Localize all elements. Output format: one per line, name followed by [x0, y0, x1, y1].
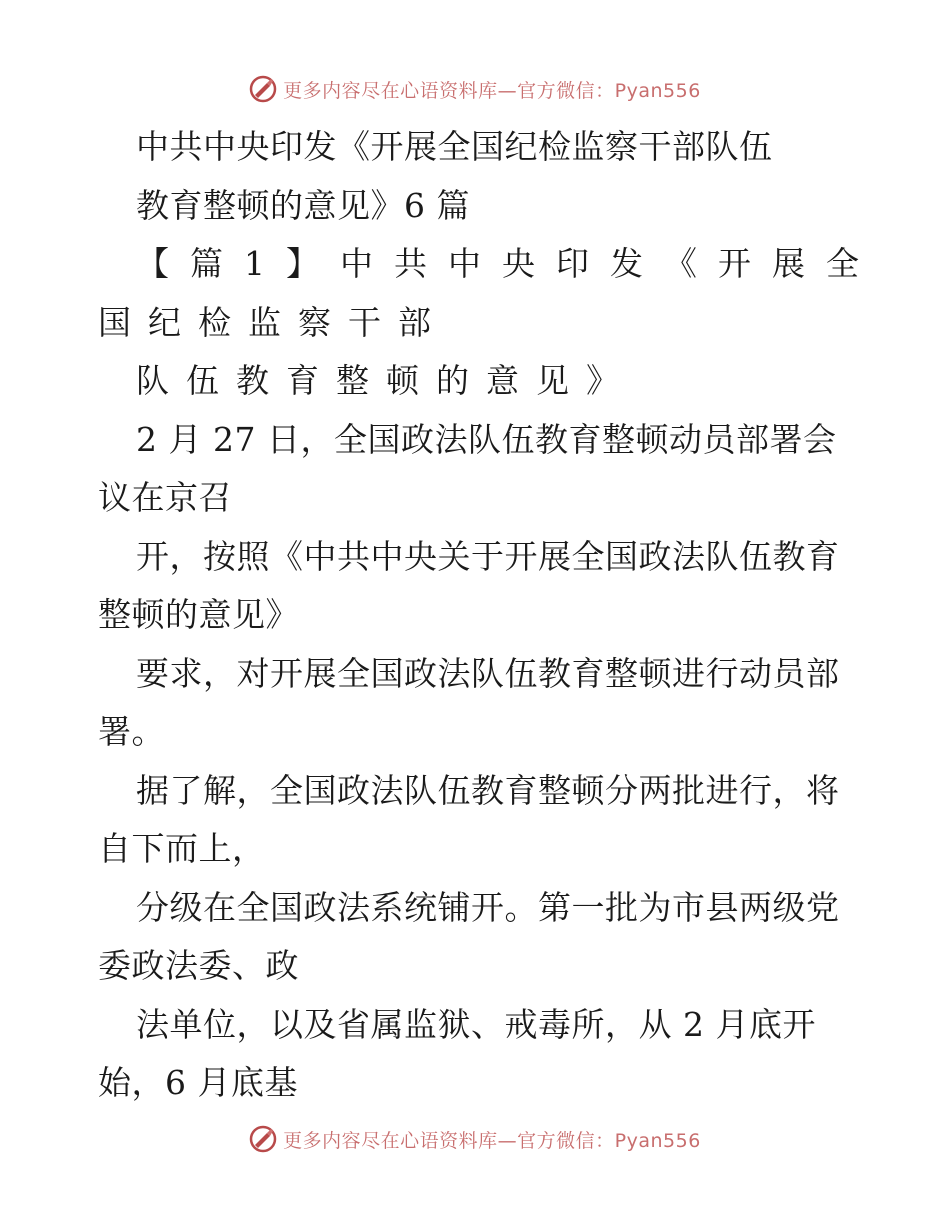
text-line: 委政法委、政	[98, 946, 299, 985]
header-watermark	[0, 74, 950, 104]
text-line: 始，6 月底基	[98, 1063, 298, 1102]
text-line: 据了解，全国政法队伍教育整顿分两批进行，将	[136, 770, 840, 810]
text-line: 自下而上，	[98, 829, 266, 868]
text-line: 教育整顿的意见》6 篇	[136, 185, 470, 225]
text-line: 队伍教育整顿的意见》	[136, 361, 636, 400]
text-line: 法单位，以及省属监狱、戒毒所，从 2 月底开	[136, 1004, 816, 1044]
text-line: 整顿的意见》	[98, 595, 299, 634]
quill-logo-icon	[249, 75, 277, 103]
text-line: 议在京召	[98, 478, 232, 517]
text-line: 【篇1】中共中央印发《开展全	[136, 244, 880, 283]
text-line: 2 月 27 日，全国政法队伍教育整顿动员部署会	[136, 419, 837, 459]
watermark-text: 更多内容尽在心语资料库—官方微信：Pyan556	[283, 79, 701, 102]
footer-watermark	[0, 1124, 950, 1154]
document-body	[98, 118, 880, 1113]
text-line: 署。	[98, 712, 165, 751]
text-line: 开，按照《中共中央关于开展全国政法队伍教育	[136, 536, 840, 576]
text-line: 中共中央印发《开展全国纪检监察干部队伍	[136, 127, 773, 166]
text-line: 分级在全国政法系统铺开。第一批为市县两级党	[136, 887, 840, 927]
watermark-text: 更多内容尽在心语资料库—官方微信：Pyan556	[283, 1129, 701, 1152]
text-line: 国纪检监察干部	[98, 302, 448, 342]
quill-logo-icon	[249, 1125, 277, 1153]
text-line: 要求，对开展全国政法队伍教育整顿进行动员部	[136, 653, 840, 693]
